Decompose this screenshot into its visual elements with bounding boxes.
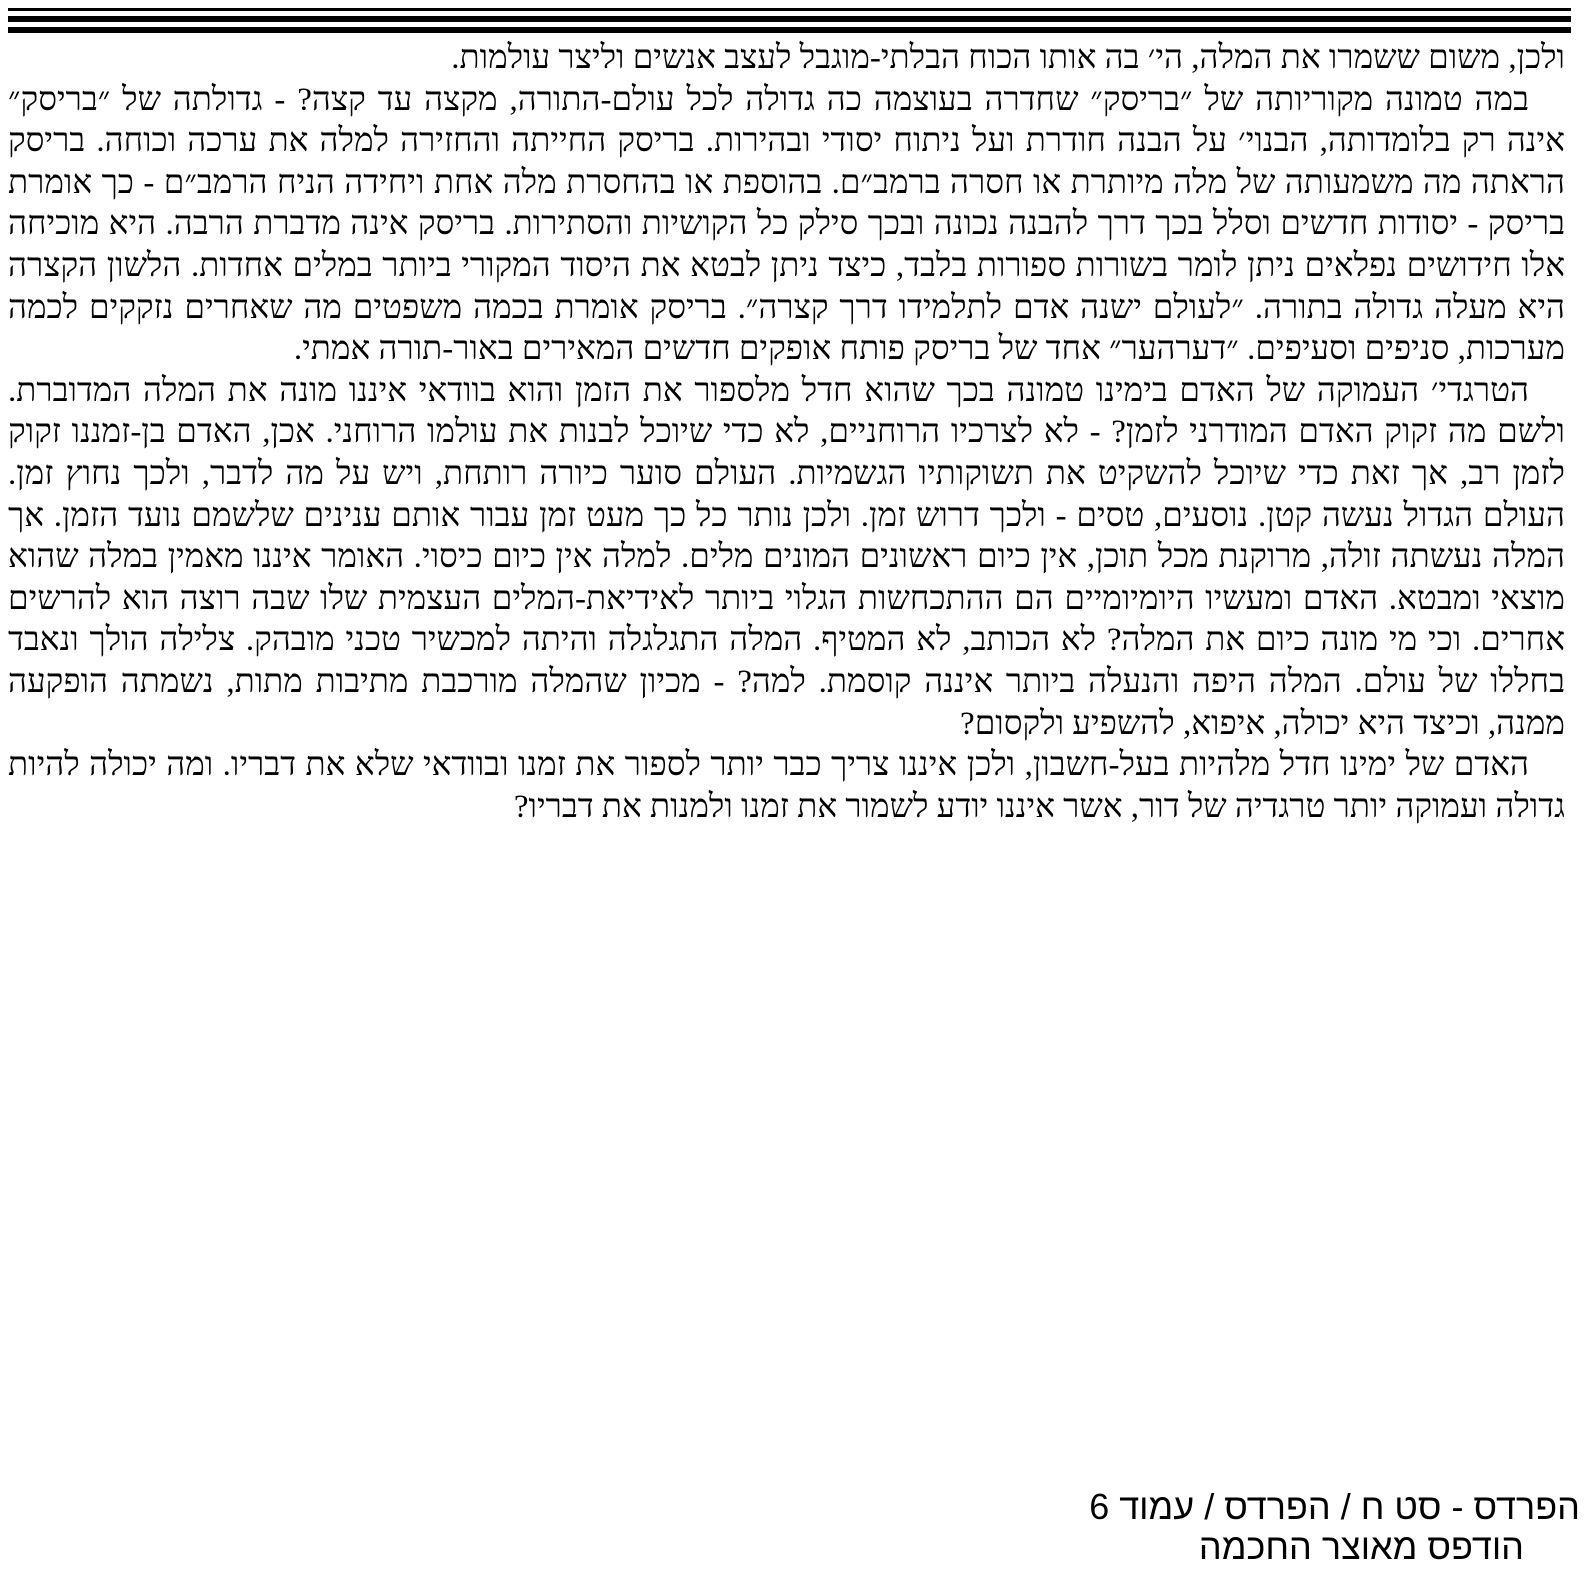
footer-printed-by: הודפס מאוצר החכמה [1198,1526,1524,1567]
header-triple-rule [8,8,1571,34]
header-rule-thick [8,16,1571,22]
paragraph-brisk: במה טמונה מקוריותה של ״בריסק״ שחדרה בעוצמה כה גדולה לכל עולם-התורה, מקצה עד קצה? - גדולתה של ״בריסק״ אינה רק בלומדותה, הבנוי׳ על הבנה חודרת ועל ניתוח יסודי ובהירות. בריסק החייתה והחזירה למלה את ערכה וכוחה. בריסק הראתה מה משמעותה של מלה מיותרת או חסרה ברמב״ם. בהוספת או בהחסרת מלה אחת ויחידה הניח הרמב״ם - כך אומרת בריסק - יסודות חדשים וסלל בכך דרך להבנה נכונה ובכך סילק כל הקושיות והסתירות. בריסק אינה מדברת הרבה. היא מוכיחה אלו חידושים נפלאים ניתן לומר בשורות ספורות בלבד, כיצד ניתן לבטא את היסוד המקורי ביותר במלים אחדות. הלשון הקצרה היא מעלה גדולה בתורה. ״לעולם ישנה אדם לתלמידו דרך קצרה״. בריסק אומרת בכמה משפטים מה שאחרים נזקקים לכמה מערכות, סניפים וסעיפים. ״דערהער״ אחד של בריסק פותח אופקים חדשים המאירים באור-תורה אמתי. [8,81,1565,368]
page-footer [1089,1487,1580,1567]
article-body [8,38,1565,828]
header-rule-thick [8,27,1571,33]
header-rule-thin [8,8,1571,11]
footer-source-line: הפרדס - סט ח / הפרדס / עמוד 6 [1089,1486,1580,1527]
paragraph-continuation: ולכן, משום ששמרו את המלה, הי׳ בה אותו הכוח הבלתי-מוגבל לעצב אנשים וליצר עולמות. [451,40,1565,76]
paragraph-conclusion: האדם של ימינו חדל מלהיות בעל-חשבון, ולכן איננו צריך כבר יותר לספור את זמנו ובוודאי שלא את דבריו. ומה יכולה להיות גדולה ועמוקה יותר טרגדיה של דור, אשר איננו יודע לשמור את זמנו ולמנות את דבריו? [8,747,1565,825]
paragraph-tragedy: הטרגדי׳ העמוקה של האדם בימינו טמונה בכך שהוא חדל מלספור את הזמן והוא בוודאי איננו מונה את המלה המדוברת. ולשם מה זקוק האדם המודרני לזמן? - לא לצרכיו הרוחניים, לא כדי שיוכל לבנות את עולמו הרוחני. אכן, האדם בן-זמננו זקוק לזמן רב, אך זאת כדי שיוכל להשקיט את תשוקותיו הגשמיות. העולם סוער כיורה רותחת, ויש על מה לדבר, ולכך נחוץ זמן. העולם הגדול נעשה קטן. נוסעים, טסים - ולכך דרוש זמן. ולכן נותר כל כך מעט זמן עבור אותם ענינים שלשמם נועד הזמן. אך המלה נעשתה זולה, מרוקנת מכל תוכן, אין כיום ראשונים המונים מלים. למלה אין כיום כיסוי. האומר איננו מאמין במלה שהוא מוצאי ומבטא. האדם ומעשיו היומיומיים הם ההתכחשות הגלוי ביותר לאידיאת-המלים העצמית שלו שבה רוצה הוא להרשים אחרים. וכי מי מונה כיום את המלה? לא הכותב, לא המטיף. המלה התגלגלה והיתה למכשיר טכני מובהק. צלילה הולך ונאבד בחללו של עולם. המלה היפה והנעלה ביותר איננה קוסמת. למה? - מכיון שהמלה מורכבת מתיבות מתות, נשמתה הופקעה ממנה, וכיצד היא יכולה, איפוא, להשפיע ולקסום? [8,372,1565,742]
